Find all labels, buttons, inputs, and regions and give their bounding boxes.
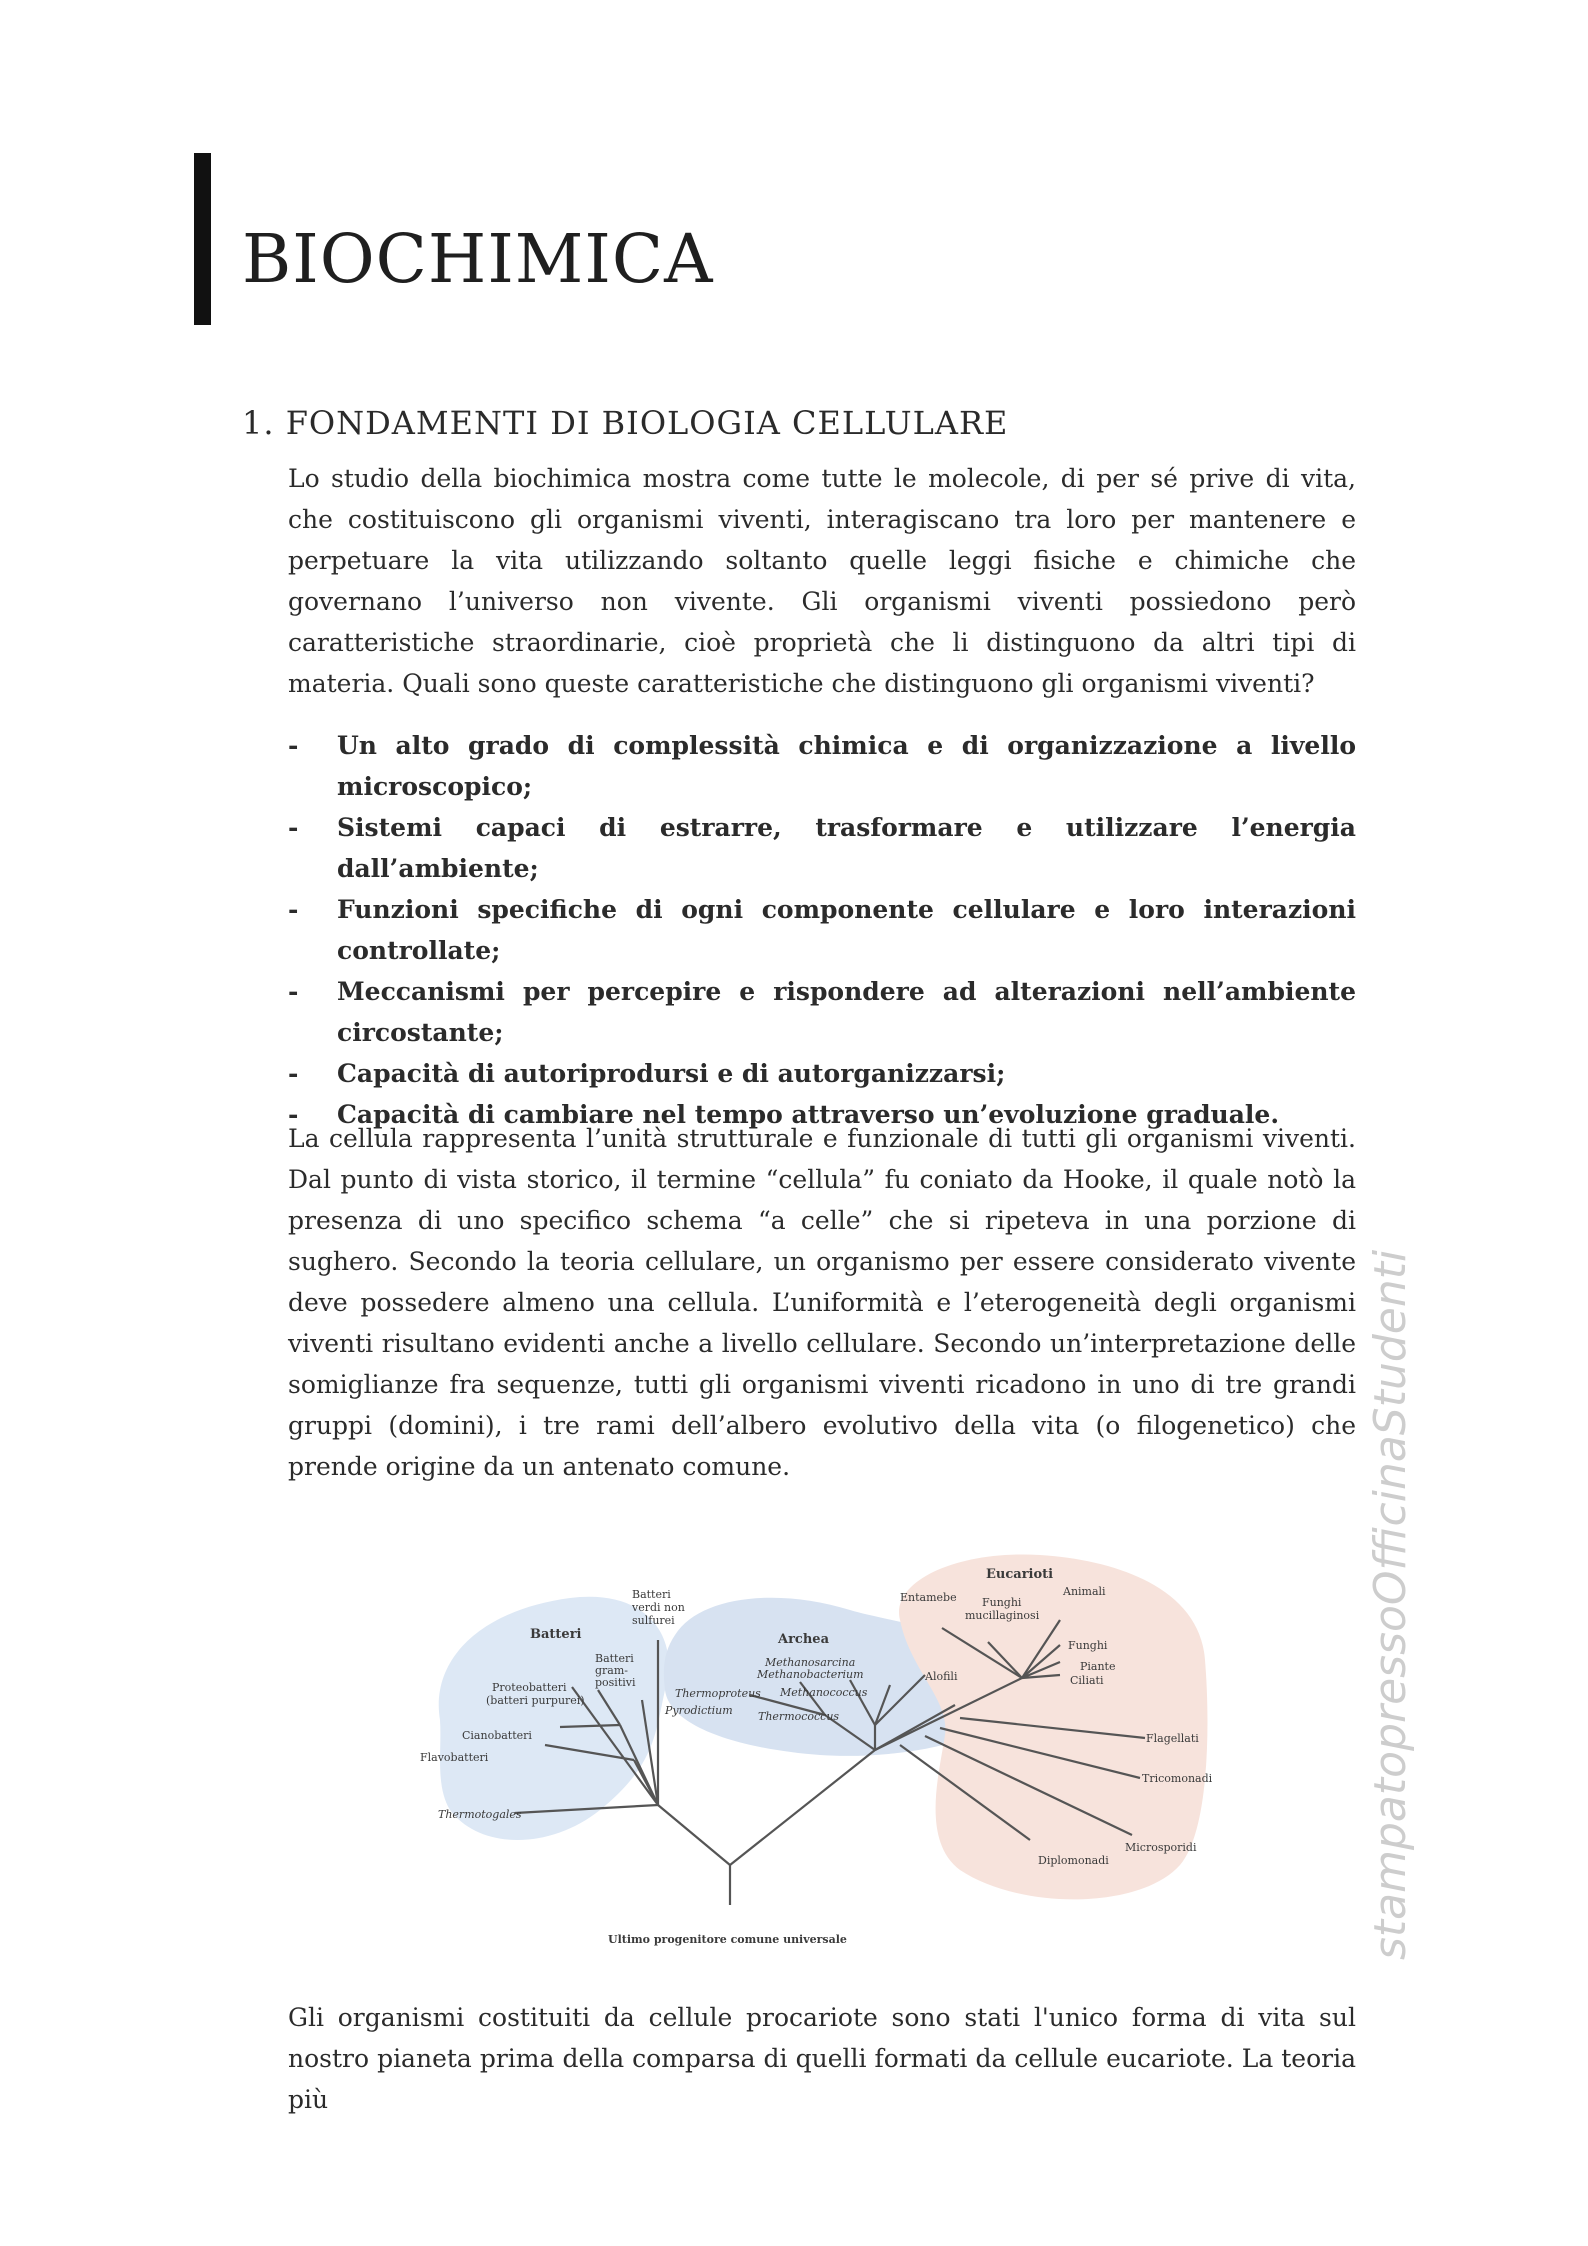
label-methanobacterium: Methanobacterium [757,1668,864,1681]
label-thermotogales: Thermotogales [438,1808,522,1821]
label-entamoebae: Entamebe [900,1591,957,1604]
label-proteobacteria: Proteobatteri (batteri purpurei) [486,1681,585,1707]
list-item: - Un alto grado di complessità chimica e di organizzazione a livello microscopico; [288,725,1356,807]
title-accent-bar [194,153,211,325]
watermark: stampatopressoOfficinaStudenti [1365,1249,1416,1960]
list-item: - Funzioni specifiche di ogni componente cellulare e loro interazioni controllate; [288,889,1356,971]
list-item: - Sistemi capaci di estrarre, trasformare e utilizzare l’energia dall’ambiente; [288,807,1356,889]
label-pyrodictium: Pyrodictium [665,1704,733,1717]
label-ciliates: Ciliati [1070,1674,1104,1687]
label-microsporidia: Microsporidi [1125,1841,1197,1854]
closing-paragraph: Gli organismi costituiti da cellule procariote sono stati l'unico forma di vita sul nostro pianeta prima della comparsa di quelli formati da cellule eucariote. La teoria più [288,2003,1356,2114]
label-cyanobacteria: Cianobatteri [462,1729,532,1742]
cell-paragraph: La cellula rappresenta l’unità strutturale e funzionale di tutti gli organismi viventi. Dal punto di vista storico, il termine “cellula” fu coniato da Hooke, il quale notò la presenza di uno specifico schema “a celle” che si ripeteva in una porzione di sughero. Secondo la teoria cellulare, un organismo per essere considerato vivente deve possedere almeno una cellula. L’uniformità e l’eterogeneità degli organismi viventi risultano evidenti anche a livello cellulare. Secondo un’interpretazione delle somiglianze fra sequenze, tutti gli organismi viventi ricadono in uno di tre grandi gruppi (domini), i tre rami dell’albero evolutivo della vita (o filogenetico) che prende origine da un antenato comune. [288,1124,1356,1481]
label-flagellates: Flagellati [1146,1732,1199,1745]
label-flavobacteria: Flavobatteri [420,1751,489,1764]
intro-paragraph: Lo studio della biochimica mostra come tutte le molecole, di per sé prive di vita, che costituiscono gli organismi viventi, interagiscano tra loro per mantenere e perpetuare la vita utilizzando soltanto quelle leggi fisiche e chimiche che governano l’universo non vivente. Gli organismi viventi possiedono però caratteristiche straordinarie, cioè proprietà che li distinguono da altri tipi di materia. Quali sono queste caratteristiche che distinguono gli organismi viventi? [288,464,1356,698]
label-trichomonads: Tricomonadi [1142,1772,1213,1785]
label-plants: Piante [1080,1660,1116,1673]
label-methanosarcina: Methanosarcina [765,1656,856,1669]
label-luca: Ultimo progenitore comune universale [608,1933,847,1946]
label-diplomonads: Diplomonadi [1038,1854,1109,1867]
list-item: - Capacità di cambiare nel tempo attraverso un’evoluzione graduale. [288,1094,1356,1135]
label-green-nonsulfur: Batteri verdi non sulfurei [632,1588,685,1627]
label-gram-positive: Batteri gram- positivi [595,1652,636,1689]
label-halophiles: Alofili [925,1670,958,1683]
page-title: BIOCHIMICA [242,220,714,298]
list-item: - Capacità di autoriprodursi e di autorganizzarsi; [288,1053,1356,1094]
label-fungi: Funghi [1068,1639,1108,1652]
label-methanococcus: Methanococcus [780,1686,868,1699]
label-thermoproteus: Thermoproteus [675,1687,761,1700]
label-archaea: Archea [778,1632,829,1647]
label-thermococcus: Thermococcus [758,1710,840,1723]
phylogenetic-tree-figure [420,1550,1240,1960]
label-animals: Animali [1063,1585,1106,1598]
label-bacteria: Batteri [530,1627,582,1642]
section-heading: 1. FONDAMENTI DI BIOLOGIA CELLULARE [242,404,1009,442]
list-item: - Meccanismi per percepire e rispondere ad alterazioni nell’ambiente circostante; [288,971,1356,1053]
label-slime-molds: Funghi mucillaginosi [965,1596,1040,1622]
characteristics-list [288,725,1356,1135]
label-eukarya: Eucarioti [986,1567,1054,1582]
